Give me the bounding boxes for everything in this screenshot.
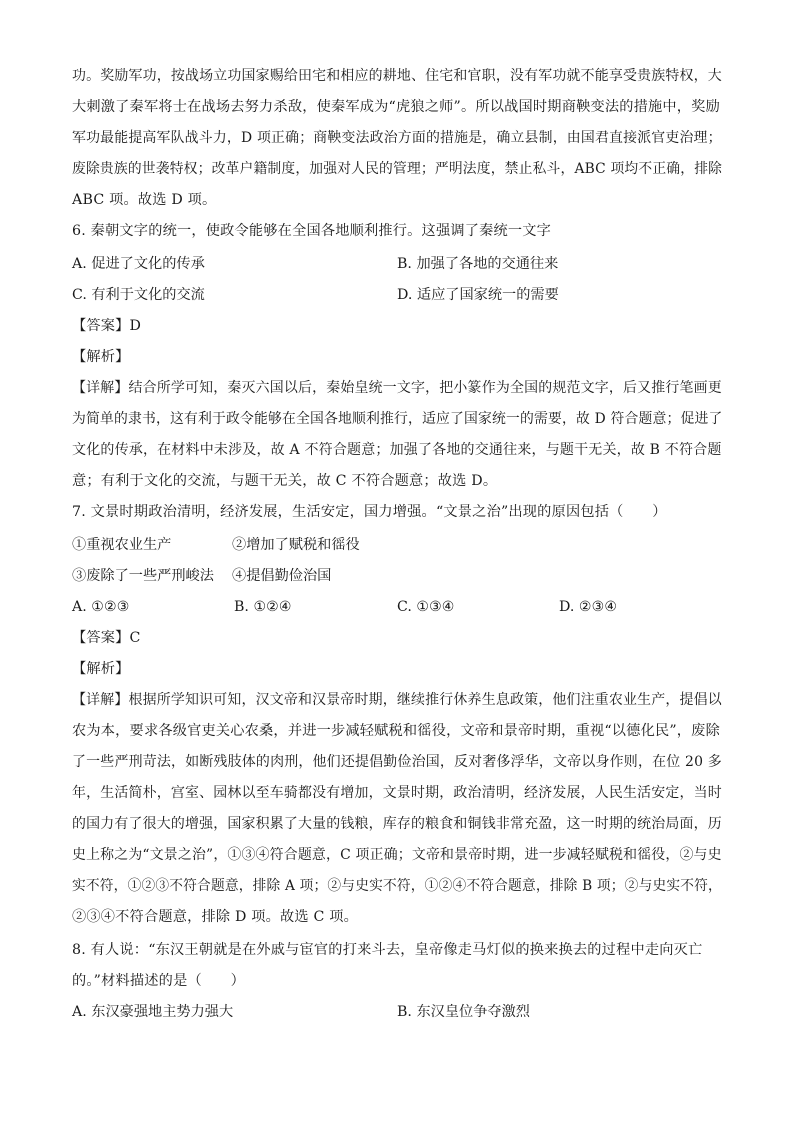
q8-option-a: A. 东汉豪强地主势力强大 — [72, 1004, 234, 1020]
q7-detail-line: 年，生活简朴，宫室、园林以至车骑都没有增加，文景时期，政治清明，经济发展，人民生活安定，当时 — [72, 785, 722, 801]
q7-analysis-label: 【解析】 — [72, 661, 130, 677]
question-8-stem: 8. 有人说：“东汉王朝就是在外戚与宦官的打来斗去，皇帝像走马灯似的换来换去的过程中走向灭亡 — [72, 942, 703, 958]
question-8-stem: 的。”材料描述的是（ ） — [72, 973, 246, 989]
paragraph-line: 大刺激了秦军将士在战场去努力杀敌，使秦军成为“虎狼之师”。所以战国时期商鞅变法的措施中，奖励 — [72, 99, 720, 115]
question-6-stem: 6. 秦朝文字的统一，使政令能够在全国各地顺利推行。这强调了秦统一文字 — [72, 223, 552, 239]
q6-detail-line: 意；有利于文化的交流，与题干无关，故 C 不符合题意；故选 D。 — [72, 473, 498, 489]
paragraph-line: 军功最能提高军队战斗力，D 项正确；商鞅变法政治方面的措施是，确立县制，由国君直接派官吏治理； — [72, 130, 722, 146]
q6-detail-line: 为简单的隶书，这有利于政令能够在全国各地顺利推行，适应了国家统一的需要，故 D 符合题意；促进了 — [72, 411, 723, 427]
paragraph-line: ABC 项。故选 D 项。 — [72, 192, 217, 208]
q7-option-d: D. ②③④ — [559, 599, 618, 615]
q7-item-2: ②增加了赋税和徭役 — [232, 537, 360, 553]
q7-option-b: B. ①②④ — [234, 599, 292, 615]
q7-detail-line: 史上称之为“文景之治”，①③④符合题意，C 项正确；文帝和景帝时期，进一步减轻赋税和徭役，②与史 — [72, 847, 722, 863]
q7-answer: 【答案】C — [72, 630, 141, 646]
q6-option-b: B. 加强了各地的交通往来 — [397, 256, 559, 272]
q7-detail-line: 了一些严刑苛法，如断残肢体的肉刑，他们还提倡勤俭治国，反对奢侈浮华，文帝以身作则，在位 20 多 — [72, 754, 722, 770]
q6-option-a: A. 促进了文化的传承 — [72, 256, 205, 272]
q6-detail-line: 文化的传承，在材料中未涉及，故 A 不符合题意；加强了各地的交通往来，与题干无关，故 B 不符合题 — [72, 442, 722, 458]
q7-detail-line: 农为本，要求各级官吏关心农桑，并进一步减轻赋税和徭役，文帝和景帝时期，重视“以德化民”，废除 — [72, 723, 720, 739]
q7-item-4: ④提倡勤俭治国 — [232, 568, 332, 584]
paragraph-line: 废除贵族的世袭特权；改革户籍制度，加强对人民的管理；严明法度，禁止私斗，ABC 项均不正确，排除 — [72, 161, 723, 177]
q7-detail-line: 的国力有了很大的增强，国家积累了大量的钱粮，库存的粮食和铜钱非常充盈，这一时期的统治局面，历 — [72, 816, 722, 832]
q7-detail-line: 实不符，①②③不符合题意，排除 A 项；②与史实不符，①②④不符合题意，排除 B 项；②与史实不符， — [72, 878, 722, 894]
q6-analysis-label: 【解析】 — [72, 349, 130, 365]
paragraph-line: 功。奖励军功，按战场立功国家赐给田宅和相应的耕地、住宅和官职，没有军功就不能享受贵族特权，大 — [72, 68, 722, 84]
q7-detail-line: ②③④不符合题意，排除 D 项。故选 C 项。 — [72, 909, 359, 925]
question-7-stem: 7. 文景时期政治清明，经济发展，生活安定，国力增强。“文景之治”出现的原因包括（ ） — [72, 504, 667, 520]
q8-option-b: B. 东汉皇位争夺激烈 — [397, 1004, 530, 1020]
q6-option-d: D. 适应了国家统一的需要 — [397, 287, 559, 303]
q6-answer: 【答案】D — [72, 318, 142, 334]
q7-item-1: ①重视农业生产 — [72, 537, 172, 553]
q7-item-3: ③废除了一些严刑峻法 — [72, 568, 214, 584]
q7-option-a: A. ①②③ — [72, 599, 130, 615]
q7-option-c: C. ①③④ — [397, 599, 455, 615]
q7-detail-line: 【详解】根据所学知识可知，汉文帝和汉景帝时期，继续推行休养生息政策，他们注重农业生产，提倡以 — [72, 692, 722, 708]
q6-option-c: C. 有利于文化的交流 — [72, 287, 205, 303]
q6-detail-line: 【详解】结合所学可知，秦灭六国以后，秦始皇统一文字，把小篆作为全国的规范文字，后又推行笔画更 — [72, 380, 722, 396]
